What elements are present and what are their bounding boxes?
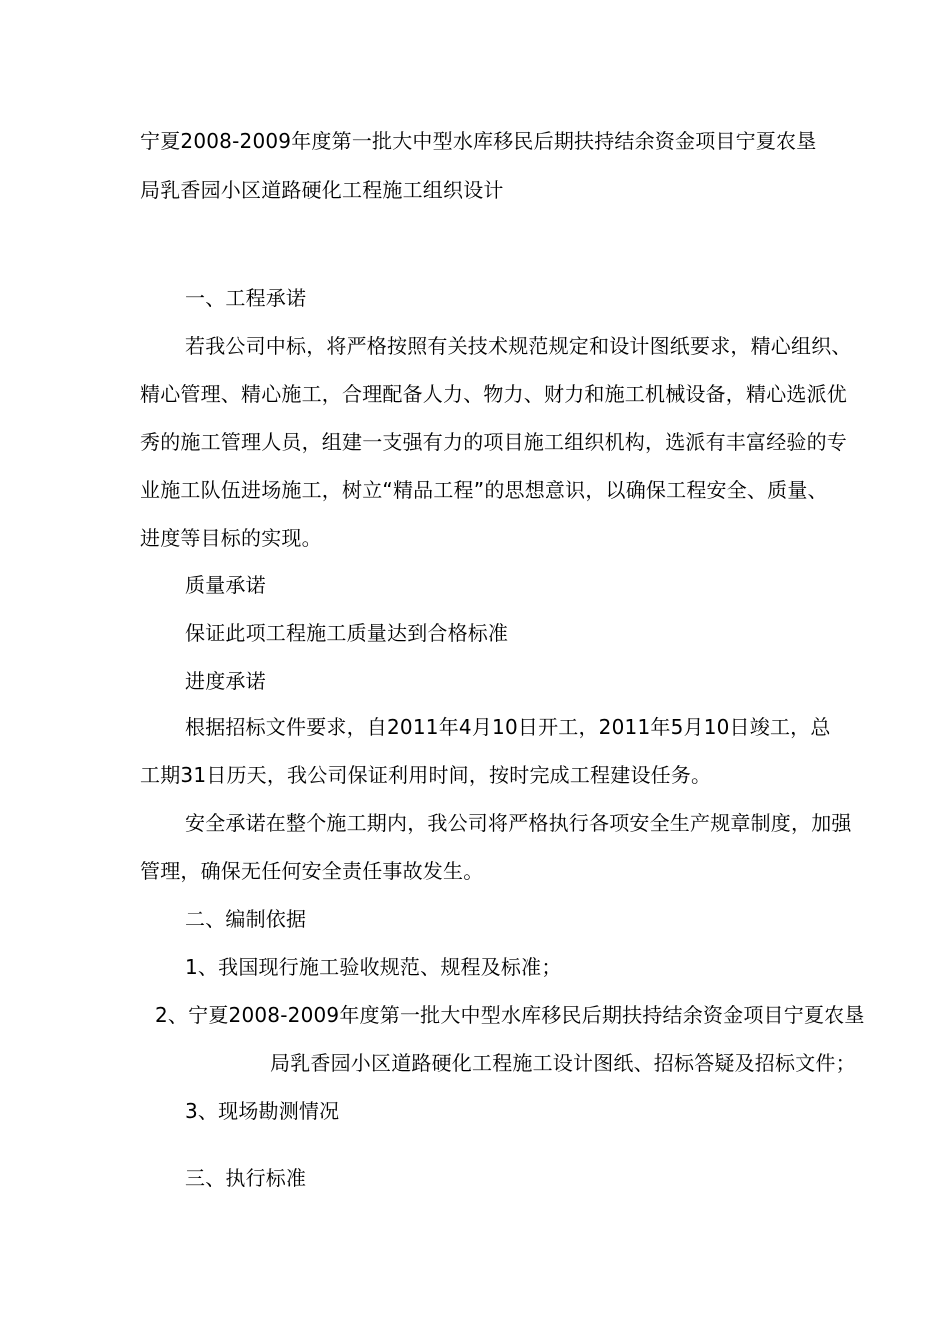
safety-text-line-1: 安全承诺在整个施工期内，我公司将严格执行各项安全生产规章制度，加强 [185,811,852,835]
document-title-line-1: 宁夏2008-2009年度第一批大中型水库移民后期扶持结余资金项目宁夏农垦 [140,129,817,153]
basis-item-1: 1、我国现行施工验收规范、规程及标准； [185,955,562,979]
commitment-paragraph-line-5: 进度等目标的实现。 [140,526,322,550]
schedule-text-line-1: 根据招标文件要求，自2011年4月10日开工，2011年5月10日竣工，总 [185,715,831,739]
section-heading-standards: 三、执行标准 [185,1166,307,1190]
document-title-line-2: 局乳香园小区道路硬化工程施工组织设计 [140,178,504,202]
commitment-paragraph-line-1: 若我公司中标，将严格按照有关技术规范规定和设计图纸要求，精心组织、 [185,334,852,358]
basis-item-2-line-2: 局乳香园小区道路硬化工程施工设计图纸、招标答疑及招标文件； [270,1051,856,1075]
basis-item-2-line-1: 2、宁夏2008-2009年度第一批大中型水库移民后期扶持结余资金项目宁夏农垦 [155,1003,865,1027]
commitment-paragraph-line-3: 秀的施工管理人员，组建一支强有力的项目施工组织机构，选派有丰富经验的专 [140,430,847,454]
section-heading-basis: 二、编制依据 [185,907,307,931]
safety-text-line-2: 管理，确保无任何安全责任事故发生。 [140,859,484,883]
commitment-paragraph-line-4: 业施工队伍进场施工，树立“精品工程”的思想意识，以确保工程安全、质量、 [140,478,828,502]
schedule-text-line-2: 工期31日历天，我公司保证利用时间，按时完成工程建设任务。 [140,763,712,787]
quality-text: 保证此项工程施工质量达到合格标准 [185,621,509,645]
basis-item-3: 3、现场勘测情况 [185,1099,340,1123]
quality-heading: 质量承诺 [185,573,266,597]
section-heading-commitment: 一、工程承诺 [185,286,307,310]
schedule-heading: 进度承诺 [185,669,266,693]
commitment-paragraph-line-2: 精心管理、精心施工，合理配备人力、物力、财力和施工机械设备，精心选派优 [140,382,847,406]
